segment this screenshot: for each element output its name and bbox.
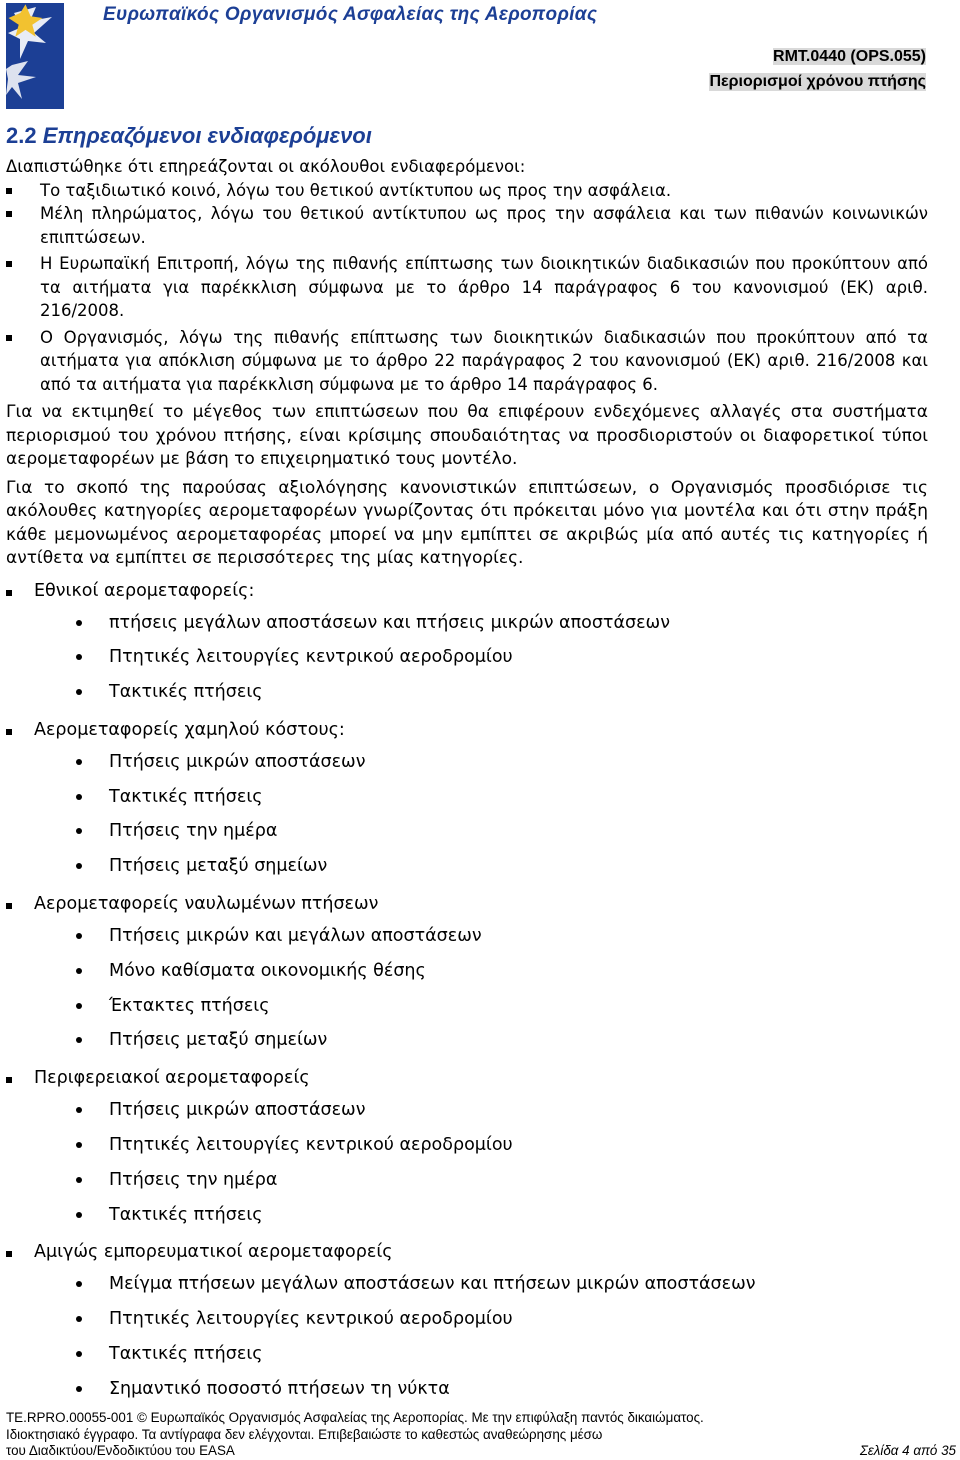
section-heading [6,123,372,149]
section-title: Επηρεαζόμενοι ενδιαφερόμενοι [42,123,372,148]
doc-reference [773,48,926,66]
category-heading: Αερομεταφορείς ναυλωμένων πτήσεων [6,893,928,919]
bullet-icon [76,1142,82,1148]
sub-list-item: Πτήσεις μεταξύ σημείων [6,1023,928,1058]
footer-copyright: TE.RPRO.00055-001 © Ευρωπαϊκός Οργανισμός Ασφαλείας της Αεροπορίας. Με την επιφύλαξη παντός δικαιώματος. [6,1410,704,1425]
intro-text: Διαπιστώθηκε ότι επηρεάζονται οι ακόλουθοι ενδιαφερόμενοι: [6,157,526,176]
square-bullet-icon [6,1077,12,1083]
square-bullet-icon [6,211,12,217]
sub-list-item: Τακτικές πτήσεις [6,1337,928,1372]
bullet-icon [76,828,82,834]
page-number: Σελίδα 4 από 35 [859,1443,956,1458]
easa-logo [6,3,64,109]
category-heading: Περιφερειακοί αερομεταφορείς [6,1067,928,1093]
square-bullet-icon [6,188,12,194]
bullet-icon [76,620,82,626]
doc-ref-prefix: RMT. [773,48,811,65]
list-item-text: Ο Οργανισμός, λόγω της πιθανής επίπτωσης των διοικητικών διαδικασιών που προκύπτουν από τα αιτήματα για απόκλιση σύμφωνα με το άρθρο 22 παράγραφος 2 του κανονισμού (ΕΚ) αριθ. 216/2008 και από τα αιτήματα για παρέκκλιση σύμφωνα με το άρθρο 14 παράγραφος 6. [40,327,928,394]
paragraph: Για το σκοπό της παρούσας αξιολόγησης κανονιστικών επιπτώσεων, ο Οργανισμός προσδιόρισε τις ακόλουθες κατηγορίες αερομεταφορέων γνωρίζοντας ότι πρόκειται μόνο για μοντέλα και ότι στην πράξη κάθε μεμονωμένος αερομεταφορέας μπορεί να μην εμπίπτει σε ακριβώς μία από αυτές τις κατηγορίες ή αντίθετα να εμπίπτει σε περισσότερες της μίας κατηγορίες. [6,477,928,568]
bullet-icon [76,794,82,800]
section-number: 2.2 [6,123,37,148]
doc-ref-code: 0440 (OPS.055) [810,48,926,65]
bullet-icon [76,933,82,939]
bullet-icon [76,689,82,695]
bullet-icon [76,1003,82,1009]
sub-list-item: Σημαντικό ποσοστό πτήσεων τη νύκτα [6,1372,928,1407]
sub-list-item: Έκτακτες πτήσεις [6,989,928,1024]
sub-list-item: Πτήσεις μεταξύ σημείων [6,849,928,884]
sub-list-item: Πτητικές λειτουργίες κεντρικού αεροδρομίου [6,1128,928,1163]
square-bullet-icon [6,1251,12,1257]
sub-list-item: Τακτικές πτήσεις [6,1198,928,1233]
bullet-icon [76,1107,82,1113]
list-item [6,326,928,397]
main-content [6,155,928,1407]
bullet-icon [76,1316,82,1322]
sub-list-item: Πτήσεις την ημέρα [6,814,928,849]
square-bullet-icon [6,903,12,909]
sub-list-item: Πτήσεις την ημέρα [6,1163,928,1198]
list-item [6,179,928,203]
sub-list-item: Πτήσεις μικρών αποστάσεων [6,1093,928,1128]
paragraph: Για να εκτιμηθεί το μέγεθος των επιπτώσεων που θα επιφέρουν ενδεχόμενες αλλαγές στα συστήματα περιορισμού του χρόνου πτήσης, είναι κρίσιμης σπουδαιότητας να προσδιοριστούν οι διαφορετικοί τύποι αερομεταφορέων με βάση το επιχειρηματικό τους μοντέλο. [6,402,928,469]
category-heading: Αερομεταφορείς χαμηλού κόστους: [6,719,928,745]
bullet-icon [76,759,82,765]
list-item [6,252,928,323]
bullet-icon [76,968,82,974]
square-bullet-icon [6,590,12,596]
sub-list-item: Τακτικές πτήσεις [6,780,928,815]
org-name: Ευρωπαϊκός Οργανισμός Ασφαλείας της Αεροπορίας [103,4,598,25]
bullet-icon [76,1037,82,1043]
sub-list-item: Πτητικές λειτουργίες κεντρικού αεροδρομίου [6,640,928,675]
sub-list-item: Μείγμα πτήσεων μεγάλων αποστάσεων και πτήσεων μικρών αποστάσεων [6,1267,928,1302]
list-item-text: Μέλη πληρώματος, λόγω του θετικού αντίκτυπου ως προς την ασφάλεια και των πιθανών κοινωνικών επιπτώσεων. [40,204,928,247]
doc-subtitle: Περιορισμοί χρόνου πτήσης [709,73,926,90]
sub-list-item: Τακτικές πτήσεις [6,675,928,710]
bullet-icon [76,1351,82,1357]
sub-list-item: Πτητικές λειτουργίες κεντρικού αεροδρομίου [6,1302,928,1337]
sub-list-item: πτήσεις μεγάλων αποστάσεων και πτήσεις μικρών αποστάσεων [6,606,928,641]
bullet-icon [76,863,82,869]
square-bullet-icon [6,335,12,341]
bullet-icon [76,1212,82,1218]
bullet-icon [76,1177,82,1183]
page-footer [6,1410,956,1460]
square-bullet-icon [6,729,12,735]
footer-source: του Διαδικτύου/Ενδοδικτύου του EASA [6,1443,235,1458]
list-item-text: Το ταξιδιωτικό κοινό, λόγω του θετικού αντίκτυπου ως προς την ασφάλεια. [40,180,672,200]
bullet-icon [76,654,82,660]
list-item [6,202,928,249]
square-bullet-icon [6,261,12,267]
footer-notice: Ιδιοκτησιακό έγγραφο. Τα αντίγραφα δεν ελέγχονται. Επιβεβαιώστε το καθεστώς αναθεώρησης μέσω [6,1426,603,1442]
sub-list-item: Μόνο καθίσματα οικονομικής θέσης [6,954,928,989]
sub-list-item: Πτήσεις μικρών αποστάσεων [6,745,928,780]
category-heading: Εθνικοί αερομεταφορείς: [6,580,928,606]
category-heading: Αμιγώς εμπορευματικοί αερομεταφορείς [6,1241,928,1267]
bullet-icon [76,1281,82,1287]
sub-list-item: Πτήσεις μικρών και μεγάλων αποστάσεων [6,919,928,954]
list-item-text: Η Ευρωπαϊκή Επιτροπή, λόγω της πιθανής επίπτωσης των διοικητικών διαδικασιών που προκύπτουν από τα αιτήματα για παρέκκλιση σύμφωνα με το άρθρο 14 παράγραφος 6 του κανονισμού (ΕΚ) αριθ. 216/2008. [40,254,928,320]
bullet-icon [76,1386,82,1392]
